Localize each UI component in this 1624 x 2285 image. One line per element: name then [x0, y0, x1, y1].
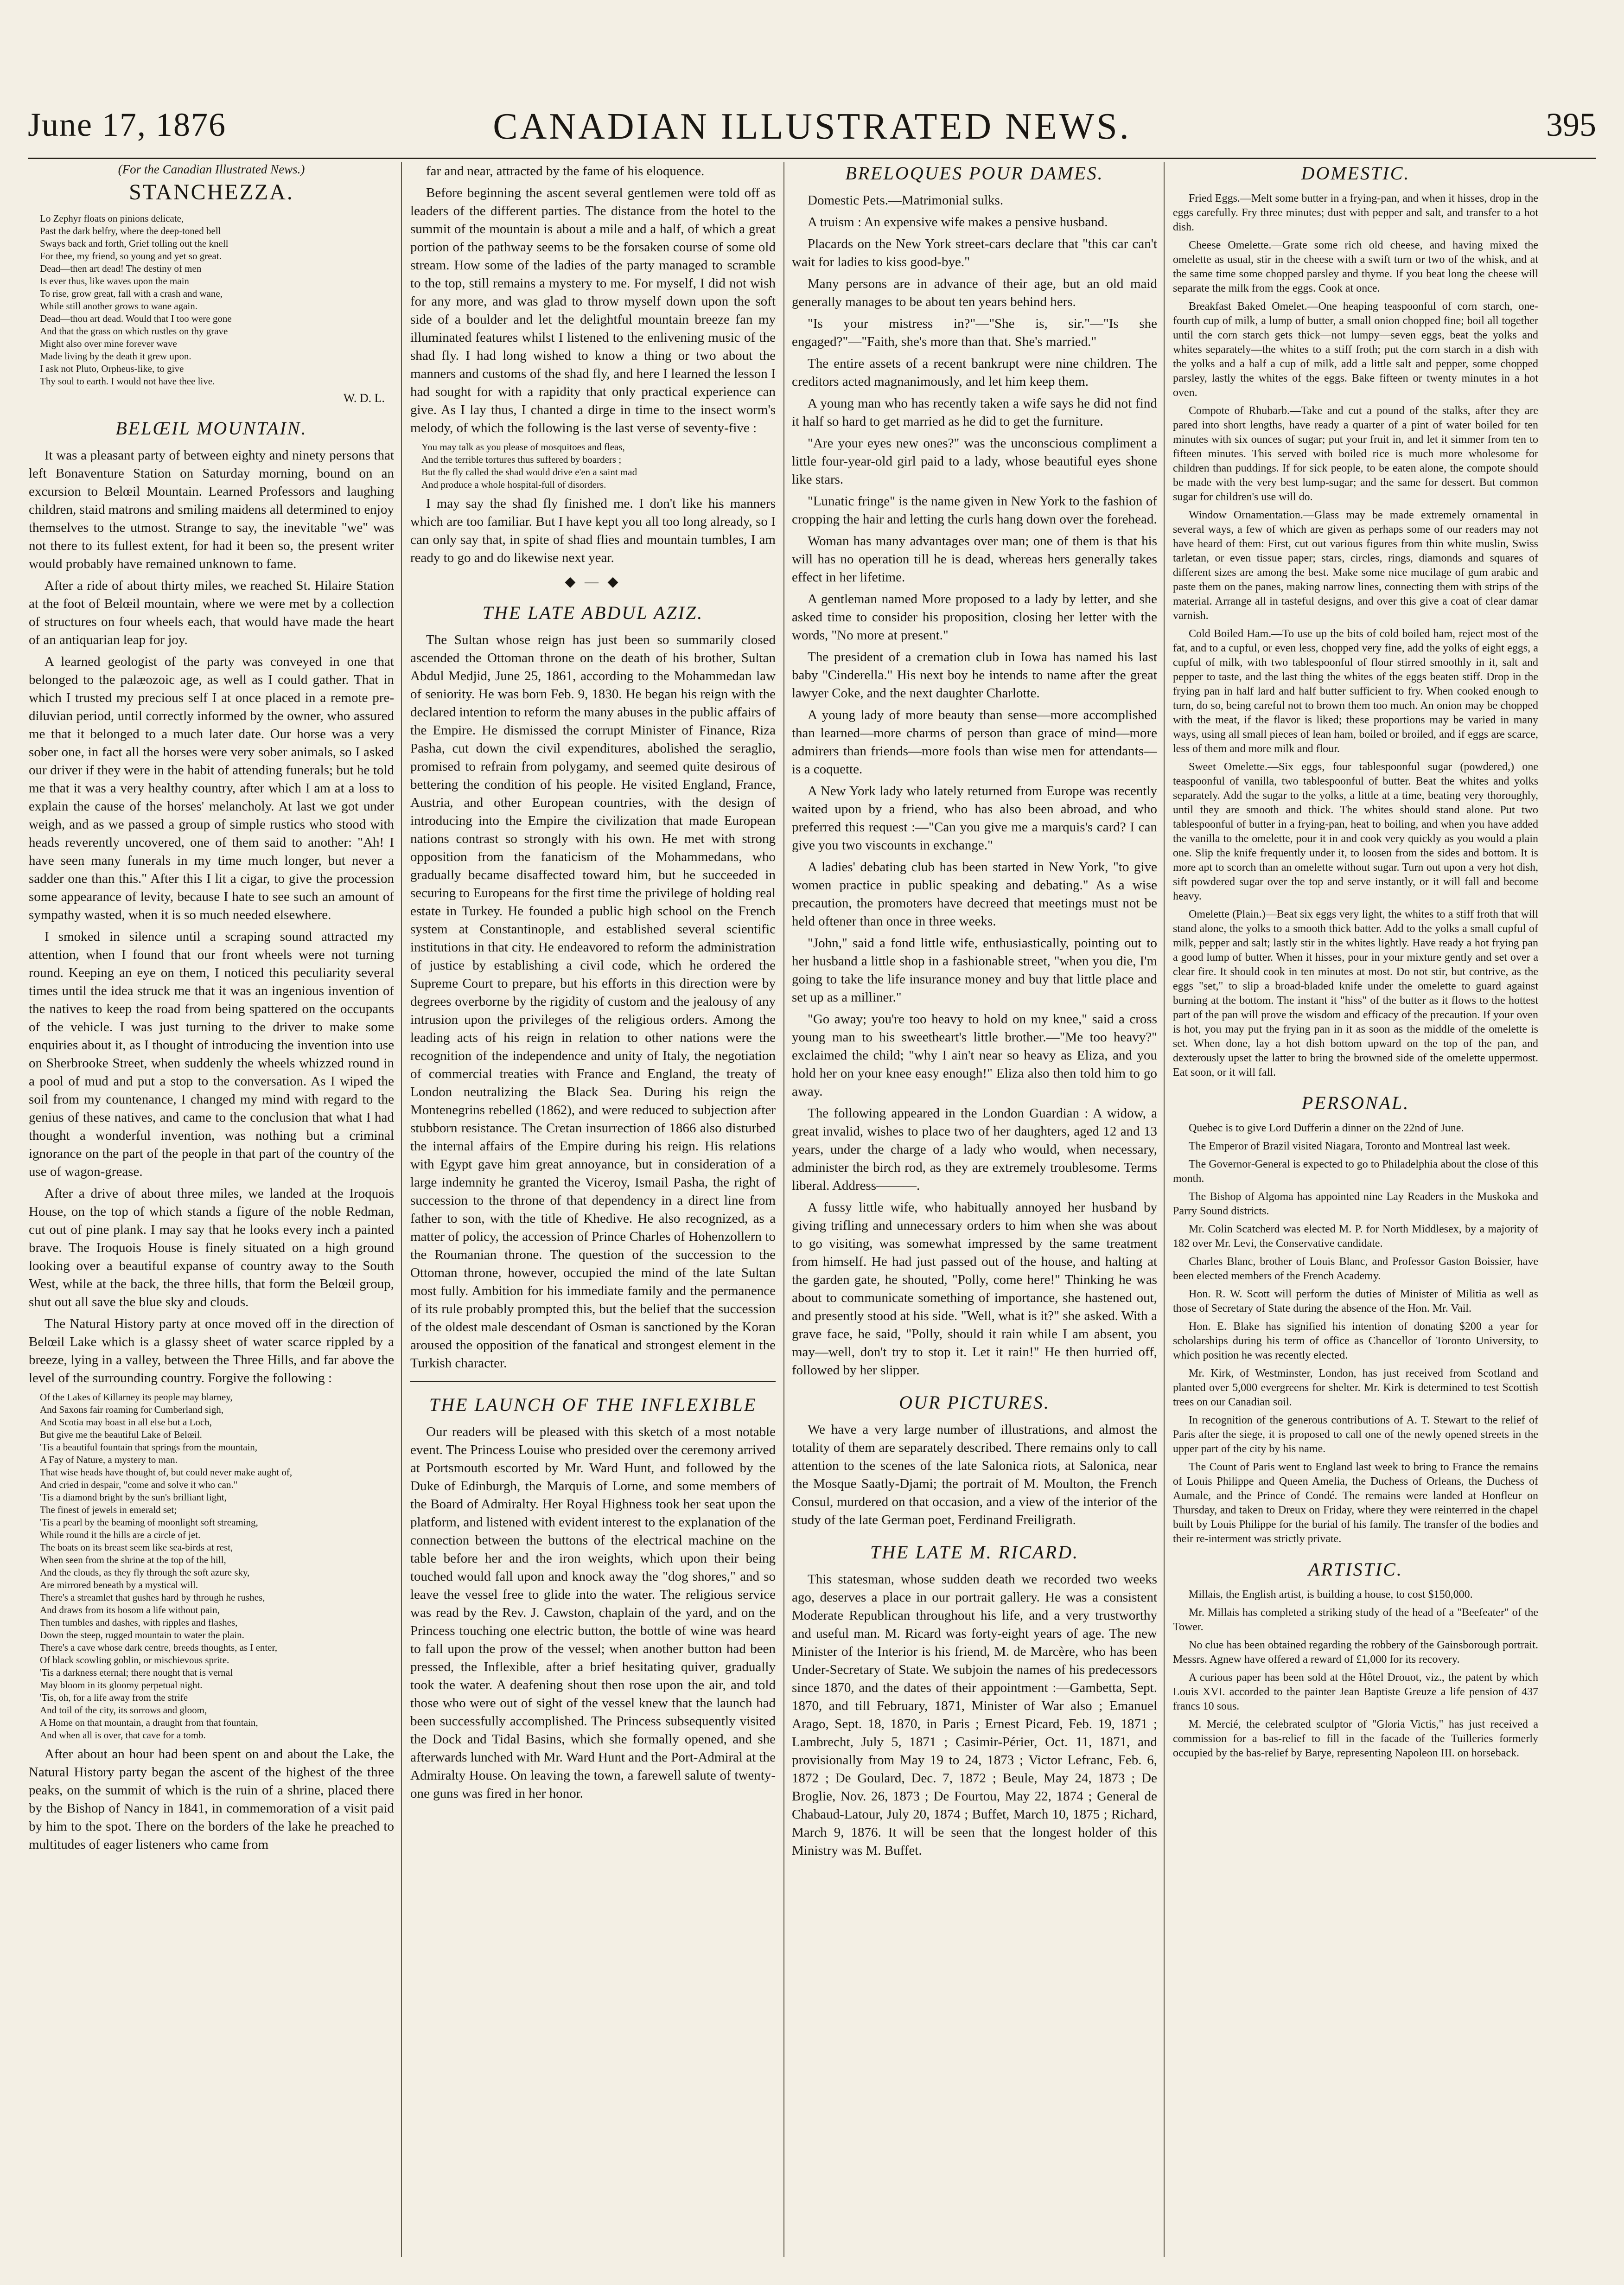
poem-line: Sways back and forth, Grief tolling out the knell: [40, 238, 229, 249]
personal-item: The Bishop of Algoma has appointed nine Lay Readers in the Muskoka and Parry Sound districts.: [1173, 1191, 1538, 1217]
breloques-heading: BRELOQUES POUR DAMES.: [845, 163, 1104, 184]
anecdote-paragraph: "Are your eyes new ones?" was the unconscious compliment a little four-year-old girl paid to a lady, whose beautiful eyes shone like stars.: [792, 436, 1157, 487]
anecdote-paragraph: A young lady of more beauty than sense—more accomplished than learned—more charms of person than grace of mind—more admirers than friends—more fools than wise men for attendants—is a coquette.: [792, 708, 1157, 777]
ricard-article: [792, 1570, 1157, 1860]
poem-line: I ask not Pluto, Orpheus-like, to give: [40, 363, 184, 374]
poem-line: And that the grass on which rustles on thy grave: [40, 326, 228, 337]
our-pictures-section: [792, 1421, 1157, 1529]
recipe-paragraph: Compote of Rhubarb.—Take and cut a pound of the stalks, after they are pared into short lengths, have ready a quarter of a pint of water boiled for ten minutes with six ounces of sugar; put your fruit in, and let it simmer from ten to fifteen minutes. This served with boiled rice is much more wholesome for children than puddings. If for sick people, to be eaten alone, the compote should be made with the very best lump-sugar; and the same for dessert. But common sugar for children's use will do.: [1173, 405, 1538, 503]
artistic-item: Millais, the English artist, is building a house, to cost $150,000.: [1189, 1589, 1473, 1601]
verse-line: You may talk as you please of mosquitoes and fleas,: [421, 441, 625, 453]
verse-line: Are mirrored beneath by a mystical will.: [40, 1579, 198, 1590]
poem-line: While still another grows to wane again.: [40, 300, 197, 312]
poem-line: Lo Zephyr floats on pinions delicate,: [40, 213, 184, 224]
verse-stanza: [40, 1591, 394, 1641]
poem-line: Might also over mine forever wave: [40, 338, 177, 349]
personal-item: Hon. E. Blake has signified his intention of donating $200 a year for scholarships during his term of office as Chancellor of Toronto University, to which position he was recently elected.: [1173, 1321, 1538, 1361]
verse-stanza: [40, 1641, 394, 1691]
anecdote-paragraph: Woman has many advantages over man; one of them is that his will has no operation till he is dead, whereas hers generally takes effect in her lifetime.: [792, 534, 1157, 585]
ricard-heading: THE LATE M. RICARD.: [870, 1542, 1079, 1563]
verse-line: Of black scowling goblin, or mischievous sprite.: [40, 1654, 229, 1666]
anecdote-paragraph: Domestic Pets.—Matrimonial sulks.: [808, 193, 1004, 208]
anecdote-paragraph: "John," said a fond little wife, enthusiastically, pointing out to her husband a little shop in a fashionable street, "when you die, I'm going to take the life insurance money and buy that little place and set up as a milliner.": [792, 936, 1157, 1005]
personal-item: Mr. Kirk, of Westminster, London, has just received from Scotland and planted over 5,000 evergreens for shelter. Mr. Kirk is determined to test Scottish trees on our Canadian soil.: [1173, 1367, 1538, 1408]
breloques-section: [792, 191, 1157, 1379]
personal-item: Mr. Colin Scatcherd was elected M. P. for North Middlesex, by a majority of 182 over Mr. Levi, the Conservative candidate.: [1173, 1223, 1538, 1250]
anecdote-paragraph: A young man who has recently taken a wife says he did not find it half so hard to get married as he did to get the furniture.: [792, 396, 1157, 429]
verse-line: And cried in despair, "come and solve it who can.": [40, 1479, 238, 1490]
poem-line: Thy soul to earth. I would not have thee live.: [40, 376, 215, 387]
verse-line: 'Tis a beautiful fountain that springs from the mountain,: [40, 1442, 258, 1453]
anecdote-paragraph: Many persons are in advance of their age, but an old maid generally manages to be about ten years behind hers.: [792, 276, 1157, 309]
abdul-aziz-heading: THE LATE ABDUL AZIZ.: [482, 602, 704, 623]
article-paragraph: We have a very large number of illustrations, and almost the totality of them are separately described. There remains only to call attention to the scenes of the late Salonica riots, at Salonica, near the Mosque Saatly-Djami; the portrait of M. Moulton, the French Consul, murdered on that occasion, and a view of the interior of the study of the late German poet, Ferdinand Freiligrath.: [792, 1422, 1157, 1527]
personal-heading: PERSONAL.: [1301, 1092, 1410, 1113]
verse-line: Of the Lakes of Killarney its people may blarney,: [40, 1391, 233, 1403]
column-divider: [401, 162, 402, 2257]
anecdote-paragraph: The entire assets of a recent bankrupt were nine children. The creditors acted magnanimously, and let him keep them.: [792, 356, 1157, 389]
poem-line: Past the dark belfry, where the deep-toned bell: [40, 225, 221, 236]
anecdote-paragraph: "Lunatic fringe" is the name given in New York to the fashion of cropping the hair and letting the curls hang down over the forehead.: [792, 494, 1157, 527]
recipe-paragraph: Window Ornamentation.—Glass may be made extremely ornamental in several ways, a few of which are given as perhaps some of our readers may not have heard of them: First, cut out various figures from thin white muslin, Swiss tarletan, or even tissue paper; stars, circles, rings, diamonds and squares of different sizes are among the best. Make some nice mucilage of gum arabic and paste them on the panes, making narrow lines, connecting them with strips of the material. Arrange all in tasteful designs, and over this give a coat of clear damar varnish.: [1173, 509, 1538, 622]
verse-line: 'Tis a pearl by the beaming of moonlight soft streaming,: [40, 1517, 258, 1528]
artistic-section: [1173, 1588, 1538, 1761]
domestic-section: [1173, 191, 1538, 1080]
abdul-aziz-article: [410, 631, 776, 1372]
verse-line: And toil of the city, its sorrows and gloom,: [40, 1704, 207, 1716]
verse-line: A Fay of Nature, a mystery to man.: [40, 1454, 178, 1465]
verse-line: And when all is over, that cave for a tomb.: [40, 1730, 206, 1741]
verse-stanza: [40, 1691, 394, 1742]
verse-line: A Home on that mountain, a draught from that fountain,: [40, 1717, 258, 1728]
recipe-paragraph: Breakfast Baked Omelet.—One heaping teaspoonful of corn starch, one-fourth cup of milk, a lump of butter, a small onion chopped fine; boil all together until the corn starch gets thick—not lumpy—seven eggs, beat the yolks and whites separately—the whites to a stiff froth; put the corn starch in a dish with the yolks and a half a cup of milk, add a little salt and pepper, some chopped parsley, lastly the whites of the eggs. Bake fifteen or twenty minutes in a hot oven.: [1173, 300, 1538, 399]
verse-line: And produce a whole hospital-full of disorders.: [421, 479, 606, 490]
shad-fly-verse: [410, 441, 776, 491]
inflexible-heading: THE LAUNCH OF THE INFLEXIBLE: [429, 1394, 757, 1415]
anecdote-paragraph: A New York lady who lately returned from Europe was recently waited upon by a friend, who has also been abroad, and who preferred this request :—"Can you give me a marquis's card? I can give you two viscounts in exchange.": [792, 784, 1157, 853]
verse-line: But the fly called the shad would drive e'en a saint mad: [421, 466, 637, 478]
masthead: [28, 106, 1596, 157]
verse-line: There's a streamlet that gushes hard by through he rushes,: [40, 1592, 265, 1603]
artistic-item: M. Mercié, the celebrated sculptor of "Gloria Victis," has just received a commission for a bas-relief to fill in the facade of the Tuilleries formerly occupied by the bas-relief by Barye, representing Napoleon III. on horseback.: [1173, 1718, 1538, 1759]
poem-byline: W. D. L.: [343, 391, 385, 405]
poem-line: Dead—then art dead! The destiny of men: [40, 263, 202, 274]
article-paragraph: far and near, attracted by the fame of his eloquence.: [426, 164, 705, 179]
page-number: 395: [1546, 106, 1596, 143]
artistic-heading: ARTISTIC.: [1308, 1559, 1403, 1580]
poem-title: STANCHEZZA.: [129, 180, 294, 204]
anecdote-paragraph: Placards on the New York street-cars declare that "this car can't wait for ladies to kiss good-bye.": [792, 236, 1157, 269]
verse-line: That wise heads have thought of, but could never make aught of,: [40, 1467, 293, 1478]
domestic-heading: DOMESTIC.: [1301, 163, 1410, 184]
article-paragraph: A learned geologist of the party was conveyed in one that belonged to the palæozoic age, as well as I could gather. That in which I trusted my precious self I at once placed in a remote pre-diluvian period, until correctly informed by the owner, who assured me that it belonged to a much later date. Our horse was a very sober one, in fact all the horses were very sober animals, so I asked our driver if they were in the habit of attending funerals; but he told me that it was a very healthy country, after which I am at a loss to explain the cause of the horses' melancholy. At last we got under weigh, and as we passed a group of simple rustics who stood with heads reverently uncovered, one of them said to another: "Ah! I have seen many funerals in my time much longer, but never a sadder one than this." After this I lit a cigar, to give the procession some appearance of levity, because I hate to see such an amount of sympathy wasted, when it is so much needed elsewhere.: [29, 654, 394, 922]
poem-line: Is ever thus, like waves upon the main: [40, 275, 189, 287]
verse-line: Down the steep, rugged mountain to water the plain.: [40, 1629, 244, 1640]
verse-line: And Saxons fair roaming for Cumberland sigh,: [40, 1404, 224, 1415]
article-paragraph: After a ride of about thirty miles, we reached St. Hilaire Station at the foot of Belœil mountain, where we were met by a collection of structures on four wheels each, that would have made the heart of an antiquarian leap for joy.: [29, 578, 394, 647]
recipe-paragraph: Omelette (Plain.)—Beat six eggs very light, the whites to a stiff froth that will stand alone, the yolks to a smooth thick batter. Add to the yolks a small cupful of milk, pepper and salt; lastly stir in the whites lightly. Have ready a hot frying pan a good lump of butter. When it hisses, pour in your mixture gently and set over a clear fire. It should cook in ten minutes at most. Do not stir, but contrive, as the eggs "set," to slip a broad-bladed knife under the omelette to guard against burning at the bottom. The instant it "hiss" of the butter as it flows to the hottest part of the pan will prove the wisdom and efficacy of the precaution. If your oven is hot, you may put the frying pan in it as soon as the middle of the omelette is set. When done, lay a hot dish bottom upward on the top of the pan, and dexterously upset the latter to bring the browned side of the omelette uppermost. Eat soon, or it will fall.: [1173, 908, 1538, 1079]
anecdote-paragraph: A fussy little wife, who habitually annoyed her husband by giving trifling and unnecessary orders to him when she was about to go visiting, was somewhat impressed by the same treatment from himself. He had just passed out of the house, and halting at the garden gate, he shouted, "Polly, come here!" Thinking he was about to communicate something of importance, she hastened out, and presently stood at his side. "Well, what is it?" she asked. With a grave face, he said, "Polly, should it rain while I am absent, you may—well, don't try to stop it. Let it rain!" He then hurried off, followed by her slipper.: [792, 1200, 1157, 1378]
verse-line: The finest of jewels in emerald set;: [40, 1504, 177, 1515]
anecdote-paragraph: "Is your mistress in?"—"She is, sir."—"Is she engaged?"—"Faith, she's more than that. She's married.": [792, 316, 1157, 349]
verse-line: There's a cave whose dark centre, breeds thoughts, as I enter,: [40, 1642, 277, 1653]
anecdote-paragraph: The president of a cremation club in Iowa has named his last baby "Cinderella." His next boy he intends to name after the great lawyer Coke, and the next daughter Charlotte.: [792, 650, 1157, 701]
article-paragraph: The Natural History party at once moved off in the direction of Belœil Lake which is a glassy sheet of water scarce rippled by a breeze, lying in a valley, between the Three Hills, and far above the level of the surrounding country. Forgive the following :: [29, 1316, 394, 1385]
belœil-continued: [410, 162, 776, 437]
verse-line: The boats on its breast seem like sea-birds at rest,: [40, 1542, 233, 1553]
section-divider-ornament: ◆ — ◆: [565, 574, 621, 589]
article-paragraph: Our readers will be pleased with this sketch of a most notable event. The Princess Louise who presided over the ceremony arrived at Portsmouth escorted by Mr. Ward Hunt, and followed by the Duke of Edinburgh, the Marquis of Lorne, and some members of the Board of Admiralty. Her Royal Highness took her seat upon the platform, and listened with evident interest to the explanation of the connection between the buttons of the electrical machine on the table before her and the iron weights, which upon their being touched would fall upon and knock away the "dog shores," and so leave the vessel free to glide into the water. The religious service was read by the Rev. J. Cawston, chaplain of the yard, and on the Princess touching one electric button, the bottle of wine was heard to fall upon the prow of the vessel; when another button had been pressed, the Inflexible, after a brief hesitating quiver, gradually took the water. A deafening shout then rose upon the air, and told those who were out of sight of the vessel knew that the launch had been successfully accomplished. The Princess subsequently visited the Dock and Tidal Basins, which she formally opened, and she afterwards lunched with Mr. Ward Hunt and the Port-Admiral at the Admiralty House. On leaving the town, a farewell salute of twenty-one guns was fired in her honor.: [410, 1424, 776, 1801]
verse-stanza: [40, 1541, 394, 1591]
verse-stanza: [40, 1491, 394, 1541]
poem-line: Made living by the death it grew upon.: [40, 351, 191, 362]
verse-line: 'Tis, oh, for a life away from the strife: [40, 1692, 188, 1703]
recipe-paragraph: Cold Boiled Ham.—To use up the bits of cold boiled ham, reject most of the fat, and to a cupful, or even less, chopped very fine, add the yolks of eight eggs, a cupful of milk, with two tablespoonful of flour stirred smoothly in it, salt and pepper to taste, and the last thing the whites of the eggs beaten stiff. Drop in the frying pan in half lard and half butter sufficient to fry. When cooked enough to turn, do so, being careful not to brown them too much. An onion may be chopped with the meat, if the flavor is liked; these proportions may be varied in many ways, using all small pieces of lean ham, boiled or broiled, and if eggs are scarce, less of them and more milk and flour.: [1173, 628, 1538, 755]
inflexible-article: [410, 1423, 776, 1803]
column-divider: [1164, 162, 1165, 2257]
newspaper-title: CANADIAN ILLUSTRATED NEWS.: [493, 106, 1131, 147]
verse-line: And the terrible tortures thus suffered by boarders ;: [421, 454, 622, 465]
verse-line: Then tumbles and dashes, with ripples and flashes,: [40, 1617, 238, 1628]
recipe-paragraph: Fried Eggs.—Melt some butter in a frying-pan, and when it hisses, drop in the eggs carefully. Fry three minutes; dust with pepper and salt, and transfer to a hot dish.: [1173, 192, 1538, 233]
column-divider: [783, 162, 784, 2257]
personal-item: Quebec is to give Lord Dufferin a dinner on the 22nd of June.: [1189, 1122, 1464, 1134]
poem-line: For thee, my friend, so young and yet so great.: [40, 250, 222, 262]
belœil-heading: BELŒIL MOUNTAIN.: [115, 418, 307, 439]
verse-line: 'Tis a diamond bright by the sun's brilliant light,: [40, 1492, 227, 1503]
poem-body: [29, 212, 394, 388]
verse-line: When seen from the shrine at the top of the hill,: [40, 1554, 226, 1565]
poem-line: To rise, grow great, fall with a crash and wane,: [40, 288, 223, 299]
masthead-rule: [28, 158, 1596, 159]
poem-credit: (For the Canadian Illustrated News.): [118, 162, 305, 176]
personal-item: The Governor-General is expected to go to Philadelphia about the close of this month.: [1173, 1158, 1538, 1185]
belœil-closing-paragraph: After about an hour had been spent on and about the Lake, the Natural History party began the ascent of the highest of the three peaks, on the summit of which is the ruin of a shrine, placed there by the Bishop of Nancy in 1841, in commemoration of a visit paid by him to the spot. There on the borders of the lake he preached to multitudes of eager listeners who came from: [29, 1747, 394, 1852]
column-1: [29, 162, 394, 2266]
anecdote-paragraph: The following appeared in the London Guardian : A widow, a great invalid, wishes to place two of her daughters, aged 12 and 13 years, under the charge of a lady who would, when necessary, administer the birch rod, as they are extremely troublesome. Terms liberal. Address———.: [792, 1106, 1157, 1193]
poem-line: Dead—thou art dead. Would that I too were gone: [40, 313, 232, 324]
verse-line: May bloom in its gloomy perpetual night.: [40, 1679, 203, 1691]
anecdote-paragraph: A truism : An expensive wife makes a pensive husband.: [808, 215, 1108, 230]
personal-item: The Count of Paris went to England last week to bring to France the remains of Louis Philippe and Queen Amelia, the Duchess of Orleans, the Duchess of Aumale, and the Prince of Condé. The remains were landed at Honfleur on Thursday, and taken to Dreux on Friday, where they were reinterred in the chapel built by Louis Philippe for the burial of his family. The transfer of the bodies and their re-interment was strictly private.: [1173, 1461, 1538, 1545]
personal-section: [1173, 1121, 1538, 1546]
verse-line: And the clouds, as they fly through the soft azure sky,: [40, 1567, 250, 1578]
anecdote-paragraph: A gentleman named More proposed to a lady by letter, and she asked time to consider his proposition, closing her letter with the words, "No more at present.": [792, 592, 1157, 643]
section-rule: [410, 1381, 776, 1382]
personal-item: Charles Blanc, brother of Louis Blanc, and Professor Gaston Boissier, have been elected members of the French Academy.: [1173, 1256, 1538, 1282]
article-paragraph: After a drive of about three miles, we landed at the Iroquois House, on the top of which stands a figure of the noble Redman, cut out of pine plank. I may say that he looks every inch a painted brave. The Iroquois House is finely situated on a high ground looking over a beautiful expanse of country away to the South West, while at the back, the three hills, that form the Belœil group, shut out all save the blue sky and clouds.: [29, 1186, 394, 1309]
verse-line: And draws from its bosom a life without pain,: [40, 1604, 220, 1615]
verse-stanza: [40, 1391, 394, 1441]
verse-line: And Scotia may boast in all else but a Loch,: [40, 1417, 212, 1428]
artistic-item: No clue has been obtained regarding the robbery of the Gainsborough portrait. Messrs. Agnew have offered a reward of £1,000 for its recovery.: [1173, 1639, 1538, 1666]
column-2: [410, 162, 776, 2266]
column-4: [1173, 162, 1538, 2266]
artistic-item: A curious paper has been sold at the Hôtel Drouot, viz., the patent by which Louis XVI. accorded to the painter Jean Baptiste Greuze a life pension of 437 francs 10 sous.: [1173, 1672, 1538, 1712]
personal-item: In recognition of the generous contributions of A. T. Stewart to the relief of Paris after the siege, it is proposed to call one of the newly opened streets in the upper part of the city by his name.: [1173, 1414, 1538, 1455]
article-paragraph: It was a pleasant party of between eighty and ninety persons that left Bonaventure Station on Saturday morning, bound on an excursion to Belœil Mountain. Learned Professors and laughing children, staid matrons and smiling maidens all determined to enjoy themselves to the utmost. Strange to say, the inevitable "we" was not there to its fullest extent, for had it been so, the present writer would probably have remained unknown to fame.: [29, 448, 394, 571]
verse-line: 'Tis a darkness eternal; there nought that is vernal: [40, 1667, 233, 1678]
article-paragraph: Before beginning the ascent several gentlemen were told off as leaders of the different parties. The distance from the hotel to the summit of the mountain is about a mile and a half, of which a great portion of the pathway seems to be the forsaken course of some old stream. How some of the ladies of the party managed to scramble to the top, still remains a mystery to me. For myself, I did not wish for any more, and was glad to throw myself down upon the soft side of a boulder and let the delightful mountain breeze fan my illuminated features whilst I listened to the enlivening music of the shad fly. I had long wished to know a thing or two about the manners and customs of the shad fly, and here I learned the lesson I had sought for with a rapidity that only practical experience can give. As I lay thus, I chanted a dirge in time to the insect worm's melody, of which the following is the last verse of seventy-five :: [410, 185, 776, 435]
our-pictures-heading: OUR PICTURES.: [899, 1392, 1050, 1413]
belœil-article: [29, 447, 394, 1387]
verse-stanza: [40, 1441, 394, 1491]
anecdote-paragraph: "Go away; you're too heavy to hold on my knee," said a cross young man to his sweetheart's little brother.—"Me too heavy?" exclaimed the child; "why I ain't near so heavy as Eliza, and you hold her on your knee easy enough!" Eliza also then told him to go away.: [792, 1012, 1157, 1099]
column-3: [792, 162, 1157, 2266]
anecdote-paragraph: A ladies' debating club has been started in New York, "to give women practice in public speaking and debating." As a wise precaution, the promoters have decreed that meetings must not be held oftener than once in three weeks.: [792, 860, 1157, 929]
personal-item: Hon. R. W. Scott will perform the duties of Minister of Militia as well as those of Secretary of State during the absence of the Hon. Mr. Vail.: [1173, 1288, 1538, 1315]
personal-item: The Emperor of Brazil visited Niagara, Toronto and Montreal last week.: [1189, 1140, 1510, 1152]
belœil-final-paragraph: I may say the shad fly finished me. I don't like his manners which are too familiar. But I have kept you all too long already, so I can only say that, in spite of shad flies and mountain tumbles, I am ready to go and do likewise next year.: [410, 496, 776, 565]
verse-line: But give me the beautiful Lake of Belœil.: [40, 1429, 202, 1440]
article-paragraph: This statesman, whose sudden death we recorded two weeks ago, deserves a place in our portrait gallery. He was a consistent Moderate Republican throughout his life, and a very trustworthy and useful man. M. Ricard was forty-eight years of age. The new Minister of the Interior is his friend, M. de Marcère, who has been Under-Secretary of State. We subjoin the names of his predecessors since 1870, and the dates of their appointment :—Gambetta, Sept. 1870, and till February, 1871, Minister of War also ; Emanuel Arago, Sept. 18, 1870, in Paris ; Ernest Picard, Feb. 19, 1871 ; Lambrecht, July 5, 1871 ; Casimir-Périer, Oct. 11, 1871, and provisionally from May 19 to 24, 1873 ; Victor Lefranc, Feb. 6, 1872 ; De Goulard, Dec. 7, 1872 ; Beule, May 24, 1873 ; De Broglie, Nov. 26, 1873 ; De Fourtou, May 22, 1874 ; General de Chabaud-Latour, July 20, 1874 ; Buffet, March 10, 1875 ; Richard, March 9, 1876. It will be seen that the longest holder of this Ministry was M. Buffet.: [792, 1572, 1157, 1858]
verse-line: While round it the hills are a circle of jet.: [40, 1529, 201, 1540]
issue-date: June 17, 1876: [28, 106, 226, 143]
article-paragraph: The Sultan whose reign has just been so summarily closed ascended the Ottoman throne on the death of his brother, Sultan Abdul Medjid, June 25, 1861, according to the Mohammedan law of seniority. He was born Feb. 9, 1830. He began his reign with the declared intention to reform the many abuses in the public affairs of the Empire. He dismissed the corrupt Minister of Finance, Riza Pasha, cut down the civil expenditures, abolished the seraglio, promised to refrain from polygamy, and seemed quite desirous of bettering the condition of his people. He visited England, France, Austria, and other European countries, with the design of introducing into the Empire the civilization that made European nations contrast so strongly with his own. He met with strong opposition from the fanaticism of the Mohammedans, who gradually became disaffected toward him, but he succeeded in securing to Europeans for the first time the privilege of holding real estate in Turkey. He founded a public high school on the French system at Constantinople, and established several scientific institutions in that city. He endeavored to reform the administration of justice by establishing a civil code, which he ordered the Supreme Court to prepare, but his efforts in this direction were by degrees overborne by the rigidity of custom and the jealousy of any intrusion upon the privileges of the religious orders. Among the leading acts of his reign in relation to other nations were the recognition of the independence and unity of Italy, the negotiation of commercial treaties with France and England, the treaty of London neutralizing the Black Sea. During his reign the Montenegrins rebelled (1862), and were reduced to subjection after stubborn resistance. The Cretan insurrection of 1866 also disturbed the internal affairs of the Empire during his reign. His relations with Egypt gave him great annoyance, but in consideration of a large indemnity he granted the Viceroy, Ismail Pasha, the right of succession to the throne of that dependency in a direct line from father to son, with the title of Khedive. He also recognized, as a matter of policy, the accession of Prince Charles of Hohenzollern to the Roumanian throne. The question of the succession to the Ottoman throne, however, occupied the mind of the late Sultan most fully. Ambition for his immediate family and the permanence of its rule probably prompted this, but the belief that the succession of the oldest male descendant of Osman is sanctioned by the Koran aroused the opposition of the fanatical and strongest element in the Turkish character.: [410, 632, 776, 1371]
recipe-paragraph: Cheese Omelette.—Grate some rich old cheese, and having mixed the omelette as usual, stir in the cheese with a swift turn or two of the whisk, and at the same time some chopped parsley and thyme. If you beat long the cheese will separate the milk from the eggs. Cook at once.: [1173, 239, 1538, 294]
article-paragraph: I smoked in silence until a scraping sound attracted my attention, when I found that our front wheels were not turning round. Keeping an eye on them, I noticed this peculiarity several times until the idea struck me that it was an ingenious invention of the natives to keep the road from being spattered on the occupants of the vehicle. I was just turning to the driver to make some enquiries about it, as I thought of introducing the invention into use on Sherbrooke Street, when suddenly the wheels whizzed round in a pool of mud and put a stop to the conversation. As I wiped the soil from my countenance, I changed my mind with regard to the genius of these natives, and came to the conclusion that what I had thought a wonderful invention, was nothing but a criminal ignorance on the part of the people in that part of the country of the use of wagon-grease.: [29, 929, 394, 1179]
lake-verse: [29, 1391, 394, 1742]
artistic-item: Mr. Millais has completed a striking study of the head of a "Beefeater" of the Tower.: [1173, 1607, 1538, 1633]
recipe-paragraph: Sweet Omelette.—Six eggs, four tablespoonful sugar (powdered,) one teaspoonful of vanilla, two tablespoonful of butter. Beat the whites and yolks separately. Add the sugar to the yolks, a little at a time, beating very thoroughly, until they are smooth and thick. The whites should stand alone. Put two tablespoonful of butter in a frying-pan, heat to boiling, and when you have added the vanilla to the omelette, pour it in and cook very quickly as you would a plain one. Slip the knife frequently under it, to loosen from the sides and bottom. It is more apt to scorch than an omelette without sugar. Turn out upon a very hot dish, sift powdered sugar over the top and serve instantly, or it will fall and become heavy.: [1173, 761, 1538, 902]
